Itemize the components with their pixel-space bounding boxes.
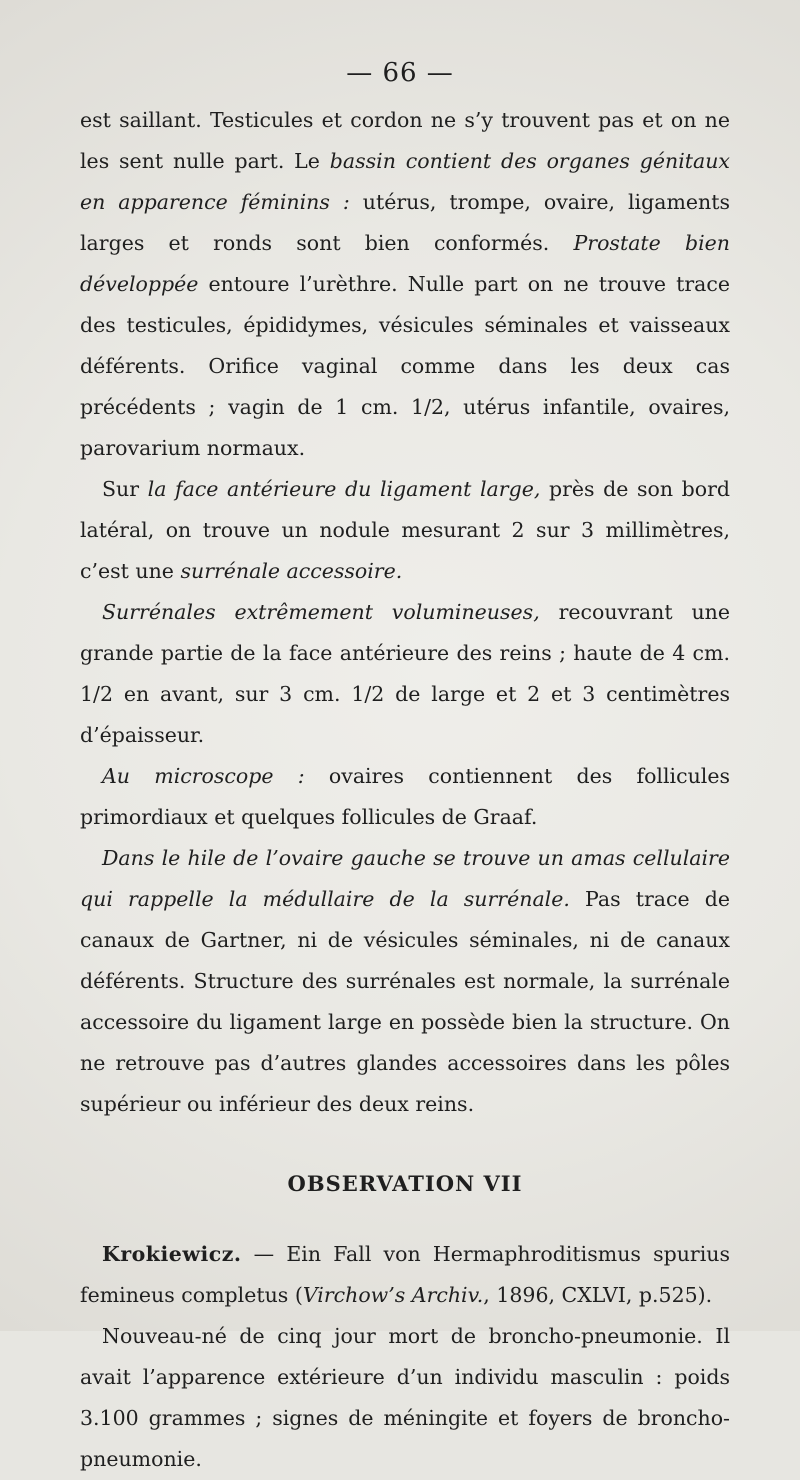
paragraph-1 [80,100,730,469]
paragraph-6-text-2: , 1896, CXLVI, p.525). [483,1283,713,1307]
paragraph-2-italic-2: surrénale accessoire. [180,559,403,583]
section-title: OBSERVATION VII [287,1171,523,1196]
page-body [80,100,730,1480]
paragraph-7 [80,1316,730,1480]
paragraph-2-text-2: près de son bord latéral, on trouve un nodule mesurant 2 sur 3 millimètres, c’est une [80,477,731,583]
paragraph-6 [80,1234,730,1316]
journal-title: Virchow’s Archiv. [302,1283,484,1307]
paragraph-5-italic-1: Dans le hile de l’ovaire gauche se trouve un amas cellulaire qui rappelle la médullaire de la surrénale. [80,846,730,911]
paragraph-1-text-1: est saillant. Testicules et cordon ne s’y trouvent pas et on ne les sent nulle part. Le [80,108,730,173]
paragraph-6-text-1: — Ein Fall von Hermaphroditismus spurius femineus completus ( [80,1242,730,1307]
paragraph-2-text-1: Sur [102,477,148,501]
paragraph-7-text-1: Nouveau-né de cinq jour mort de broncho-pneumonie. Il avait l’apparence extérieure d’un individu masculin : poids 3.100 grammes ; signes de méningite et foyers de broncho-pneumonie. [80,1324,730,1471]
paragraph-1-italic-2: Prostate bien développée [80,231,730,296]
paragraph-2-italic-1: la face antérieure du ligament large, [147,477,541,501]
paragraph-4 [80,756,730,838]
paragraph-1-text-3: entoure l’urèthre. Nulle part on ne trouve trace des testicules, épididymes, vésicules séminales et vaisseaux déférents. Orifice vaginal comme dans les deux cas précédents ; vagin de 1 cm. 1/2, utérus infantile, ovaires, parovarium normaux. [80,272,730,460]
paragraph-3-italic-1: Surrénales extrêmement volumineuses, [102,600,540,624]
paragraph-1-text-2: utérus, trompe, ovaire, ligaments larges et ronds sont bien conformés. [80,190,730,255]
paragraph-3-text-1: recouvrant une grande partie de la face antérieure des reins ; haute de 4 cm. 1/2 en avant, sur 3 cm. 1/2 de large et 2 et 3 centimètres d’épaisseur. [80,600,731,747]
paragraph-4-italic-1: Au microscope : [102,764,305,788]
paragraph-2 [80,469,730,592]
paragraph-1-italic-1: bassin contient des organes génitaux en apparence féminins : [80,149,730,214]
page-number: — 66 — [346,58,454,88]
paragraph-5-text-1: Pas trace de canaux de Gartner, ni de vésicules séminales, ni de canaux déférents. Structure des surrénales est normale, la surrénale accessoire du ligament large en possède bien la structure. On ne retrouve pas d’autres glandes accessoires dans les pôles supérieur ou inférieur des deux reins. [80,887,730,1116]
paragraph-4-text-1: ovaires contiennent des follicules primordiaux et quelques follicules de Graaf. [80,764,730,829]
paragraph-3 [80,592,730,756]
paragraph-5 [80,838,730,1125]
author-name: Krokiewicz. [102,1242,242,1266]
